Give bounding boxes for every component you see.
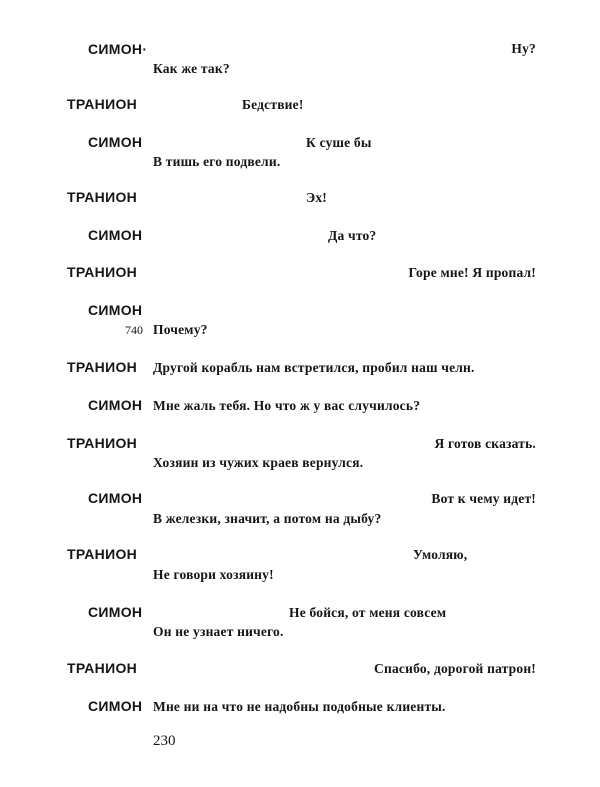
speaker-simon: СИМОН bbox=[88, 397, 143, 413]
speaker-tranion: ТРАНИОН bbox=[67, 660, 138, 676]
verse-line: Эх! bbox=[306, 190, 328, 205]
verse-line: Да что? bbox=[328, 228, 377, 243]
speaker-tranion: ТРАНИОН bbox=[67, 546, 138, 562]
speaker-simon: СИМОН bbox=[88, 302, 143, 318]
speaker-simon: СИМОН bbox=[88, 604, 143, 620]
verse-line: Умоляю, bbox=[413, 547, 468, 562]
verse-line: Спасибо, дорогой патрон! bbox=[374, 661, 536, 676]
verse-line: Как же так? bbox=[153, 61, 230, 76]
verse-line: Не говори хозяину! bbox=[153, 567, 274, 582]
verse-line: Вот к чему идет! bbox=[431, 491, 536, 506]
verse-line: Хозяин из чужих краев вернулся. bbox=[153, 455, 364, 470]
speaker-simon: СИМОН bbox=[88, 490, 143, 506]
verse-line: Он не узнает ничего. bbox=[153, 624, 284, 639]
verse-line: Мне жаль тебя. Но что ж у вас случилось? bbox=[153, 398, 421, 413]
speaker-simon: СИМОН· bbox=[88, 41, 148, 57]
line-number: 740 bbox=[125, 323, 143, 337]
verse-line: В тишь его подвели. bbox=[153, 154, 281, 169]
speaker-tranion: ТРАНИОН bbox=[67, 359, 138, 375]
verse-line: Бедствие! bbox=[242, 97, 304, 112]
speaker-simon: СИМОН bbox=[88, 134, 143, 150]
verse-line: Ну? bbox=[511, 41, 536, 56]
verse-line: Я готов сказать. bbox=[434, 436, 536, 451]
verse-line: Не бойся, от меня совсем bbox=[289, 605, 447, 620]
speaker-tranion: ТРАНИОН bbox=[67, 264, 138, 280]
speaker-simon: СИМОН bbox=[88, 227, 143, 243]
speaker-tranion: ТРАНИОН bbox=[67, 435, 138, 451]
verse-line: Мне ни на что не надобны подобные клиенты. bbox=[153, 699, 446, 714]
verse-line: Другой корабль нам встретился, пробил наш челн. bbox=[153, 360, 475, 375]
speaker-simon: СИМОН bbox=[88, 698, 143, 714]
verse-line: Горе мне! Я пропал! bbox=[408, 265, 536, 280]
verse-line: К суше бы bbox=[306, 135, 372, 150]
verse-line: В железки, значит, а потом на дыбу? bbox=[153, 511, 382, 526]
speaker-tranion: ТРАНИОН bbox=[67, 189, 138, 205]
page-number: 230 bbox=[153, 733, 176, 749]
speaker-tranion: ТРАНИОН bbox=[67, 96, 138, 112]
verse-line: Почему? bbox=[153, 322, 208, 337]
